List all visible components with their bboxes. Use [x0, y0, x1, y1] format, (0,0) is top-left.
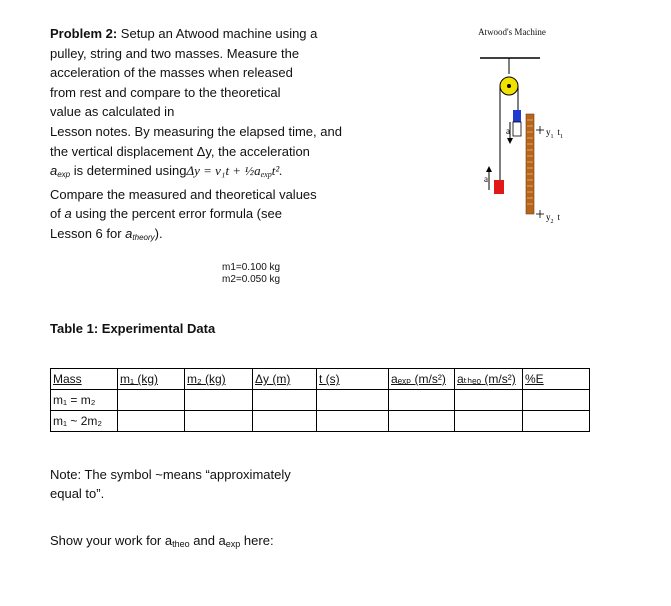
mass-m1: m1=0.100 kg: [222, 262, 281, 273]
row1-mass: m₁ = m₂: [51, 390, 118, 411]
problem-line-4: from rest and compare to the theoretical: [50, 84, 281, 100]
row1-m1-cell[interactable]: [118, 390, 185, 411]
arrow-down-head: [507, 138, 513, 144]
header-m1: m₁ (kg): [118, 369, 185, 390]
label-y2: $y_2$ t: [546, 212, 561, 225]
row2-atheo-cell[interactable]: [455, 411, 523, 432]
header-aexp: aₑₓₚ (m/s²): [389, 369, 455, 390]
problem-line-5: value as calculated in: [50, 104, 175, 120]
problem-line-2: pulley, string and two masses. Measure the: [50, 45, 300, 61]
row2-percent-error-cell[interactable]: [523, 411, 590, 432]
row1-aexp-cell[interactable]: [389, 390, 455, 411]
row1-percent-error-cell[interactable]: [523, 390, 590, 411]
table-row: [51, 411, 590, 432]
problem-line-6: Lesson notes. By measuring the elapsed time, and: [50, 123, 342, 139]
row2-dy-cell[interactable]: [253, 411, 317, 432]
kinematics-equation: Δy = v₁t + ½a: [186, 163, 261, 179]
problem-line-9: Compare the measured and theoretical values: [50, 186, 317, 202]
header-m2: m₂ (kg): [185, 369, 253, 390]
header-atheo: aₜₕₑₒ (m/s²): [455, 369, 523, 390]
header-percent-error: %E: [523, 369, 590, 390]
header-mass: Mass: [51, 369, 118, 390]
problem-line-1: Problem 2: Setup an Atwood machine using a: [50, 26, 318, 41]
blue-mass: [513, 110, 521, 122]
diagram-title: Atwood's Machine: [478, 27, 546, 37]
mass-values: [222, 262, 280, 286]
label-a-bottom: a: [484, 174, 488, 184]
problem-line-11: Lesson 6 for $a_{theory}$).: [50, 225, 163, 242]
pulley-axle: [507, 84, 511, 88]
note-line-2: equal to”.: [50, 486, 105, 501]
table-row: [51, 390, 590, 411]
row1-atheo-cell[interactable]: [455, 390, 523, 411]
row2-mass: m₁ ~ 2m₂: [51, 411, 118, 432]
note-line-1: Note: The symbol ~means “approximately: [50, 467, 291, 482]
header-t: t (s): [317, 369, 389, 390]
row2-m1-cell[interactable]: [118, 411, 185, 432]
experimental-data-table: [50, 368, 590, 432]
row2-aexp-cell[interactable]: [389, 411, 455, 432]
arrow-up-head: [486, 166, 492, 172]
problem-heading: Problem 2:: [50, 26, 118, 41]
header-dy: Δy (m): [253, 369, 317, 390]
blue-mass-base: [513, 122, 521, 136]
problem-line-10: of a using the percent error formula (see: [50, 206, 282, 222]
label-a-top: a: [506, 126, 510, 136]
table-caption: Table 1: Experimental Data: [50, 321, 216, 336]
problem-line-7: the vertical displacement Δy, the acceleration: [50, 143, 310, 159]
mass-m2: m2=0.050 kg: [222, 274, 281, 285]
ruler: [526, 114, 534, 214]
problem-text: [50, 24, 380, 248]
row1-t-cell[interactable]: [317, 390, 389, 411]
problem-line-3: acceleration of the masses when released: [50, 65, 293, 81]
approximation-note: [50, 465, 291, 503]
row2-m2-cell[interactable]: [185, 411, 253, 432]
row1-dy-cell[interactable]: [253, 390, 317, 411]
row1-m2-cell[interactable]: [185, 390, 253, 411]
row2-t-cell[interactable]: [317, 411, 389, 432]
problem-line-8: $a_{exp}$ is determined $using\Delta y = v_1t + \frac{1}{2}a_{exp}t^2$.: [50, 163, 283, 180]
label-y1: $y_1$ $t_1$: [546, 127, 564, 140]
table-header-row: [51, 369, 590, 390]
red-mass: [494, 180, 504, 194]
atwood-diagram: [460, 40, 600, 240]
show-work-prompt: Show your work for $a_{theo}$ and $a_{exp}$ here:: [50, 533, 274, 549]
